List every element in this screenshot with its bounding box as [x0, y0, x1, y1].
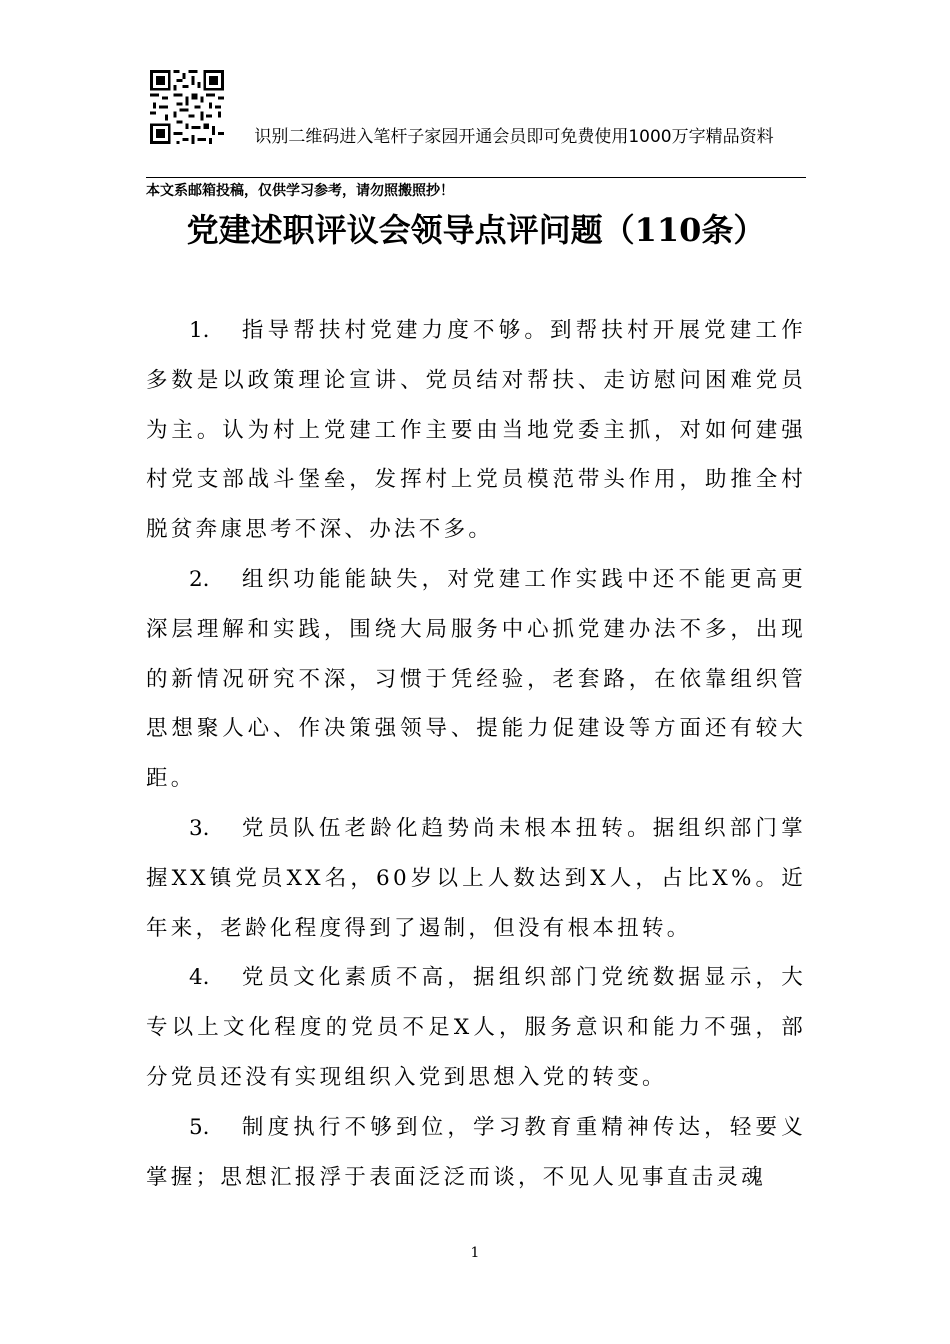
page-number: 1 — [470, 1245, 480, 1261]
list-item — [146, 804, 806, 953]
item-number: 5. — [189, 1114, 210, 1140]
list-item — [146, 953, 806, 1102]
item-text: 指导帮扶村党建力度不够。到帮扶村开展党建工作多数是以政策理论宣讲、党员结对帮扶、走访慰问困难党员为主。认为村上党建工作主要由当地党委主抓，对如何建强村党支部战斗堡垒，发挥村上党员模范带头作用，助推全村脱贫奔康思考不深、办法不多。 — [146, 318, 806, 543]
submission-notice: 本文系邮箱投稿，仅供学习参考，请勿照搬照抄！ — [146, 183, 454, 199]
item-text: 组织功能能缺失，对党建工作实践中还不能更高更深层理解和实践，围绕大局服务中心抓党建办法不多，出现的新情况研究不深，习惯于凭经验，老套路，在依靠组织管思想聚人心、作决策强领导、提能力促建设等方面还有较大距。 — [146, 566, 806, 792]
item-text: 制度执行不够到位，学习教育重精神传达，轻要义掌握；思想汇报浮于表面泛泛而谈，不见人见事直击灵魂 — [146, 1114, 806, 1190]
item-number: 4. — [189, 965, 210, 991]
item-number: 1. — [189, 318, 210, 343]
item-text: 党员队伍老龄化趋势尚未根本扭转。据组织部门掌握XX镇党员XX名，60岁以上人数达到X人，占比X%。近年来，老龄化程度得到了遏制，但没有根本扭转。 — [146, 815, 806, 941]
document-body — [146, 306, 806, 1202]
list-item — [146, 555, 806, 804]
item-number: 2. — [189, 566, 210, 592]
list-item — [146, 306, 806, 555]
item-text: 党员文化素质不高，据组织部门党统数据显示，大专以上文化程度的党员不足X人，服务意识和能力不强，部分党员还没有实现组织入党到思想入党的转变。 — [146, 965, 806, 1090]
qr-code-icon — [150, 70, 224, 144]
page-title: 党建述职评议会领导点评问题（110条） — [186, 211, 766, 249]
item-number: 3. — [189, 815, 210, 841]
list-item — [146, 1103, 806, 1203]
header-divider — [146, 177, 806, 178]
header-banner-text: 识别二维码进入笔杆子家园开通会员即可免费使用1000万字精品资料 — [254, 127, 774, 147]
